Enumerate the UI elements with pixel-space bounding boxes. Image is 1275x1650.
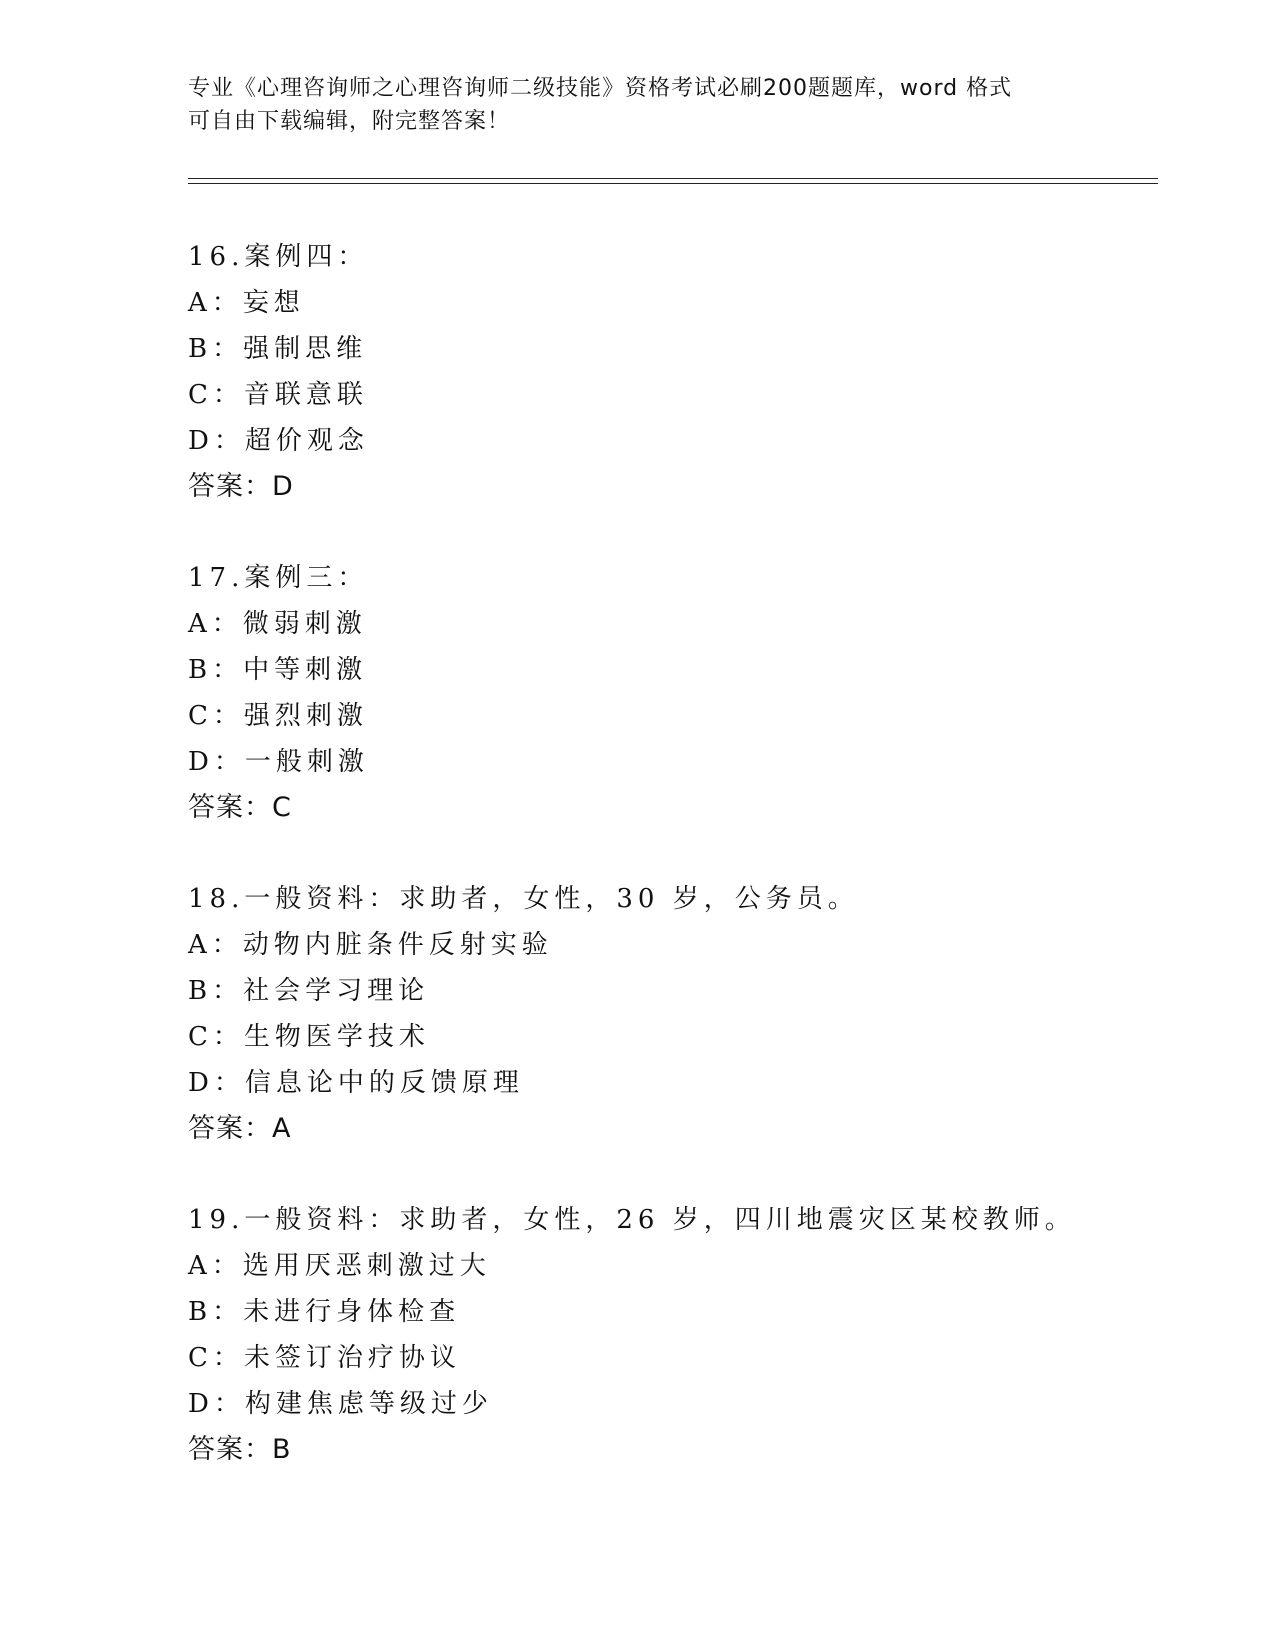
answer-line: 答案：C <box>188 792 292 823</box>
answer-line: 答案：D <box>188 471 294 502</box>
question-stem: 17.案例三： <box>188 563 369 593</box>
option-c: C：生物医学技术 <box>188 1022 430 1052</box>
question-17 <box>188 555 1188 831</box>
option-d: D：超价观念 <box>188 426 369 456</box>
option-b: B：未进行身体检查 <box>188 1297 461 1327</box>
option-a: A：妄想 <box>188 288 305 318</box>
option-c: C：强烈刺激 <box>188 701 368 731</box>
question-16 <box>188 234 1188 510</box>
option-a: A：微弱刺激 <box>188 609 367 639</box>
option-b: B：强制思维 <box>188 334 368 364</box>
header-line-2: 可自由下载编辑，附完整答案！ <box>188 109 511 134</box>
header-divider-bottom <box>188 183 1158 184</box>
document-header <box>188 72 1088 138</box>
question-19 <box>188 1197 1188 1473</box>
question-stem: 19.一般资料：求助者，女性，26 岁，四川地震灾区某校教师。 <box>188 1205 1076 1235</box>
option-a: A：动物内脏条件反射实验 <box>188 930 553 960</box>
option-d: D：信息论中的反馈原理 <box>188 1068 524 1098</box>
header-divider-top <box>188 178 1158 179</box>
header-line-1: 专业《心理咨询师之心理咨询师二级技能》资格考试必刷200题题库，word 格式 <box>188 76 1013 101</box>
option-d: D：构建焦虑等级过少 <box>188 1389 493 1419</box>
answer-line: 答案：A <box>188 1113 292 1144</box>
option-d: D：一般刺激 <box>188 747 369 777</box>
option-c: C：音联意联 <box>188 380 368 410</box>
question-stem: 16.案例四： <box>188 242 369 272</box>
question-stem: 18.一般资料：求助者，女性，30 岁，公务员。 <box>188 884 859 914</box>
question-18 <box>188 876 1188 1152</box>
option-b: B：社会学习理论 <box>188 976 430 1006</box>
option-c: C：未签订治疗协议 <box>188 1343 461 1373</box>
option-a: A：选用厌恶刺激过大 <box>188 1251 491 1281</box>
option-b: B：中等刺激 <box>188 655 368 685</box>
answer-line: 答案：B <box>188 1434 292 1465</box>
